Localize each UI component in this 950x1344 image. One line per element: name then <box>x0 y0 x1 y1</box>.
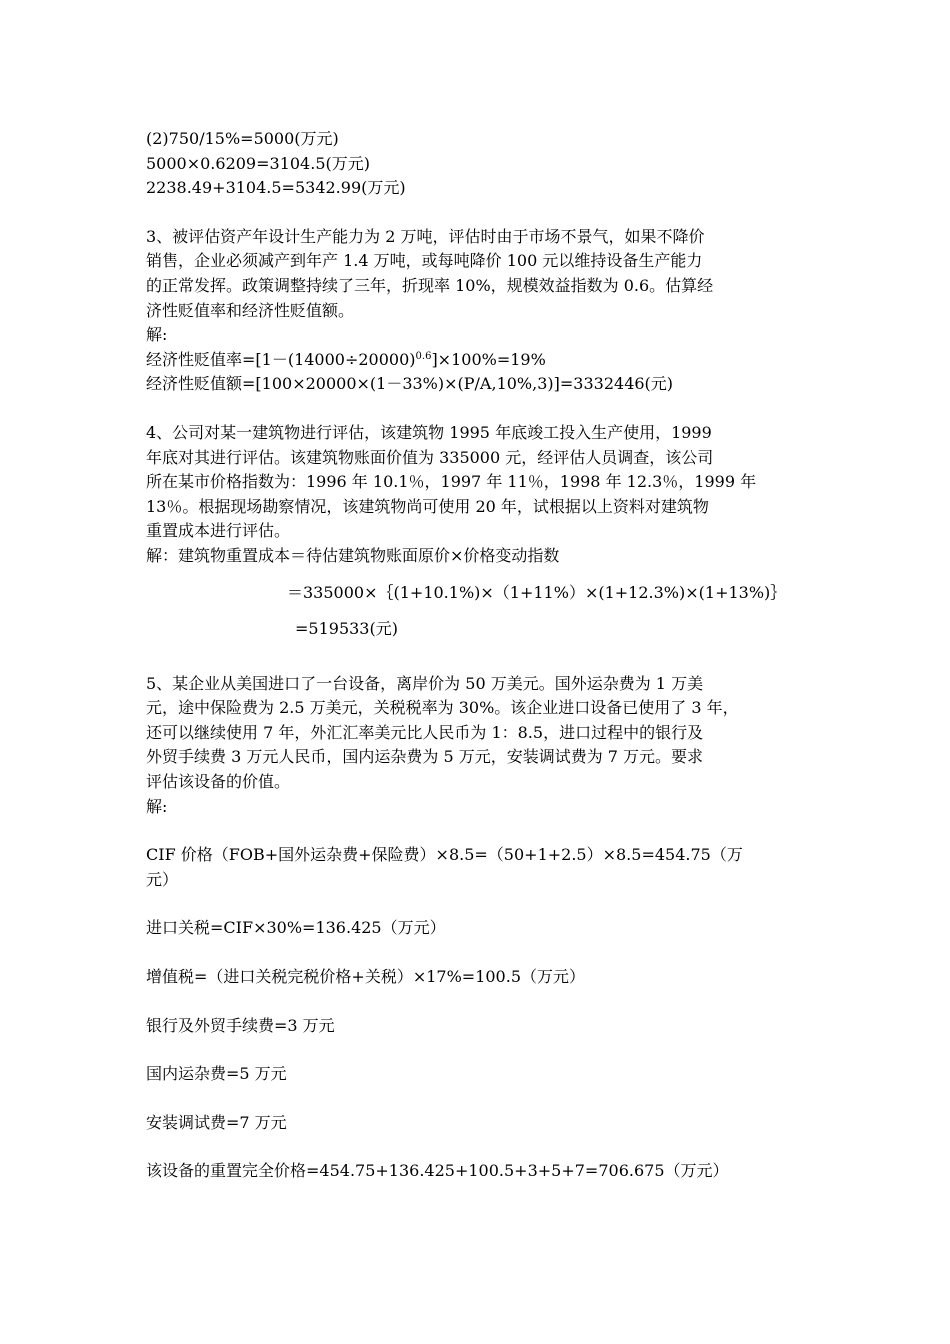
spacer <box>146 642 814 672</box>
question-3-line: 的正常发挥。政策调整持续了三年，折现率 10%，规模效益指数为 0.6。估算经 <box>146 275 714 295</box>
cif-price-line-2: 元） <box>146 869 179 889</box>
rate-formula-part: 经济性贬值率=[1－(14000÷20000) <box>146 349 416 369</box>
calc-2-line-2: 5000×0.6209=3104.5(万元) <box>146 153 370 173</box>
depreciation-rate-formula <box>146 348 814 373</box>
rate-formula-part: ]×100%=19% <box>431 349 546 369</box>
rate-exponent: 0.6 <box>415 350 432 362</box>
calc-2-line-1: (2)750/15%=5000(万元) <box>146 129 339 148</box>
calc-2-line-3: 2238.49+3104.5=5342.99(万元) <box>146 178 406 198</box>
question-5-line: 还可以继续使用 7 年，外汇汇率美元比人民币为 1：8.5，进口过程中的银行及 <box>146 722 704 742</box>
question-5-line: 评估该设备的价值。 <box>146 772 291 792</box>
installation-fee: 安装调试费=7 万元 <box>146 1112 287 1132</box>
question-3-line: 销售，企业必须减产到年产 1.4 万吨，或每吨降价 100 元以维持设备生产能力 <box>146 251 703 271</box>
spacer <box>146 819 814 843</box>
spacer <box>146 1038 814 1062</box>
question-4-equation-2: =519533(元) <box>295 619 398 639</box>
question-4-line: 13％。根据现场勘察情况，该建筑物尚可使用 20 年，试根据以上资料对建筑物 <box>146 496 709 516</box>
solution-label: 解: <box>146 325 168 345</box>
question-4-equation-1: ＝335000×｛(1+10.1%)×（1+11%）×(1+12.3%)×(1+13%)｝ <box>287 582 787 602</box>
spacer <box>146 941 814 965</box>
question-5-line: 外贸手续费 3 万元人民币，国内运杂费为 5 万元，安装调试费为 7 万元。要求 <box>146 747 704 767</box>
question-5-line: 5、某企业从美国进口了一台设备，离岸价为 50 万美元。国外运杂费为 1 万美 <box>146 673 704 693</box>
spacer <box>146 605 814 617</box>
question-4-line: 年底对其进行评估。该建筑物账面价值为 335000 元，经评估人员调查，该公司 <box>146 447 714 467</box>
spacer <box>146 201 814 225</box>
question-4-line: 所在某市价格指数为：1996 年 10.1％，1997 年 11％，1998 年 12.3％，1999 年 <box>146 472 757 492</box>
domestic-freight: 国内运杂费=5 万元 <box>146 1064 287 1084</box>
question-4-line: 4、公司对某一建筑物进行评估，该建筑物 1995 年底竣工投入生产使用，1999 <box>146 422 712 442</box>
total-replacement-price: 该设备的重置完全价格=454.75+136.425+100.5+3+5+7=706.675（万元） <box>146 1161 729 1181</box>
depreciation-amount-formula: 经济性贬值额=[100×20000×(1－33%)×(P/A,10%,3)]=3332446(元) <box>146 374 674 394</box>
spacer <box>146 1087 814 1111</box>
spacer <box>146 569 814 581</box>
bank-trade-fee: 银行及外贸手续费=3 万元 <box>146 1015 335 1035</box>
question-3 <box>146 225 814 397</box>
page-content <box>146 127 814 1184</box>
question-5-line: 元，途中保险费为 2.5 万美元，关税税率为 30%。该企业进口设备已使用了 3 年， <box>146 698 739 718</box>
import-tariff: 进口关税=CIF×30%=136.425（万元） <box>146 918 446 938</box>
question-4-solution: 解：建筑物重置成本＝待估建筑物账面原价×价格变动指数 <box>146 545 560 565</box>
value-added-tax: 增值税=（进口关税完税价格+关税）×17%=100.5（万元） <box>146 967 585 987</box>
spacer <box>146 990 814 1014</box>
solution-label: 解: <box>146 796 168 816</box>
question-3-line: 3、被评估资产年设计生产能力为 2 万吨，评估时由于市场不景气，如果不降价 <box>146 226 705 246</box>
spacer <box>146 397 814 421</box>
question-5 <box>146 672 814 1184</box>
spacer <box>146 1135 814 1159</box>
cif-price-line-1: CIF 价格（FOB+国外运杂费+保险费）×8.5=（50+1+2.5）×8.5=454.75（万 <box>146 845 743 865</box>
question-4 <box>146 421 814 642</box>
question-3-line: 济性贬值率和经济性贬值额。 <box>146 300 355 320</box>
calc-2-block <box>146 127 814 201</box>
question-4-line: 重置成本进行评估。 <box>146 521 291 541</box>
spacer <box>146 892 814 916</box>
